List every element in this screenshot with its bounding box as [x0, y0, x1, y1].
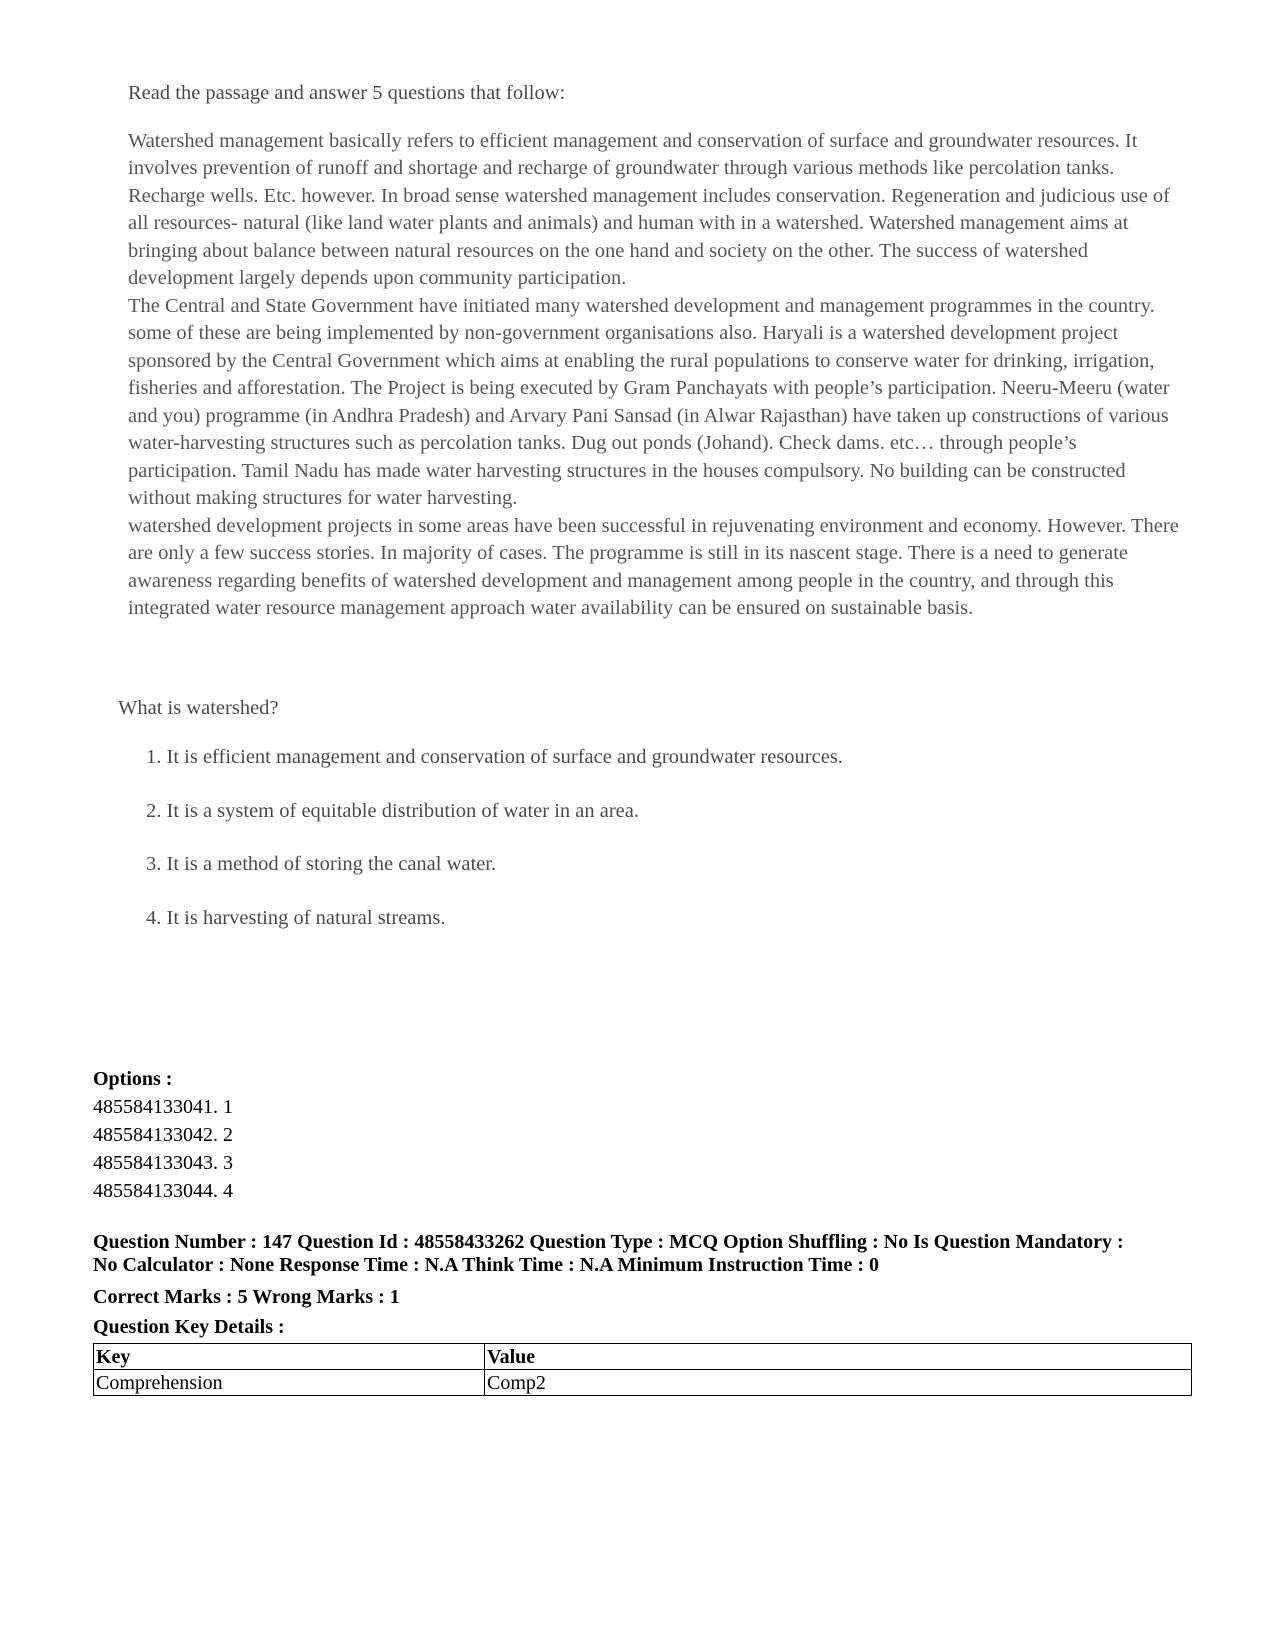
- key-details-table: [93, 1343, 1192, 1396]
- question-choice: 4. It is harvesting of natural streams.: [146, 906, 446, 929]
- question-choice: 3. It is a method of storing the canal water.: [146, 853, 497, 875]
- passage-paragraph: The Central and State Government have initiated many watershed development and management programmes in the country. some of these are being implemented by non-government organisations also. Haryali is a watershed development project sponsored by the Central Government which aims at enabling the rural populations to conserve water for drinking, irrigation, fisheries and afforestation. The Project is being executed by Gram Panchayats with people’s participation. Neeru-Meeru (water and you) programme (in Andhra Pradesh) and Arvary Pani Sansad (in Alwar Rajasthan) have taken up constructions of various water-harvesting structures such as percolation tanks. Dug out ponds (Johand). Check dams. etc… through people’s participation. Tamil Nadu has made water harvesting structures in the houses compulsory. No building can be constructed without making structures for water harvesting.: [128, 294, 1170, 509]
- key-details-heading: Question Key Details :: [93, 1316, 285, 1338]
- passage: [118, 128, 1188, 623]
- table-row: [94, 1370, 1192, 1396]
- option-id-line: 485584133044. 4: [93, 1180, 233, 1202]
- marks-line: Correct Marks : 5 Wrong Marks : 1: [93, 1286, 400, 1308]
- option-id-line: 485584133042. 2: [93, 1124, 233, 1146]
- passage-paragraph: watershed development projects in some areas have been successful in rejuvenating environment and economy. However. There are only a few success stories. In majority of cases. The programme is still in its nascent stage. There is a need to generate awareness regarding benefits of watershed development and management among people in the country, and through this integrated water resource management approach water availability can be ensured on sustainable basis.: [128, 514, 1179, 619]
- table-cell-key: Comprehension: [94, 1370, 485, 1396]
- table-header-row: [94, 1344, 1192, 1370]
- option-id-line: 485584133043. 3: [93, 1152, 233, 1174]
- table-cell-value: Comp2: [485, 1370, 1192, 1396]
- question-info: [93, 1231, 1193, 1277]
- question-metadata: [93, 1065, 1193, 1396]
- options-heading: Options :: [93, 1068, 173, 1090]
- question-choice: 1. It is efficient management and conservation of surface and groundwater resources.: [146, 746, 843, 768]
- table-header-value: Value: [485, 1344, 1192, 1370]
- scanned-question-image: [118, 80, 1188, 958]
- question-info-line: No Calculator : None Response Time : N.A Think Time : N.A Minimum Instruction Time : 0: [93, 1254, 879, 1276]
- option-id-line: 485584133041. 1: [93, 1096, 233, 1118]
- table-header-key: Key: [94, 1344, 485, 1370]
- passage-paragraph: Watershed management basically refers to efficient management and conservation of surface and groundwater resources. It involves prevention of runoff and shortage and recharge of groundwater through various methods like percolation tanks. Recharge wells. Etc. however. In broad sense watershed management includes conservation. Regeneration and judicious use of all resources- natural (like land water plants and animals) and human with in a watershed. Watershed management aims at bringing about balance between natural resources on the one hand and society on the other. The success of watershed development largely depends upon community participation.: [128, 129, 1170, 289]
- question-info-line: Question Number : 147 Question Id : 48558433262 Question Type : MCQ Option Shuffling : No Is Question Mandatory :: [93, 1231, 1124, 1253]
- question-text: What is watershed?: [118, 696, 279, 719]
- passage-intro: Read the passage and answer 5 questions that follow:: [128, 82, 566, 104]
- question-choice: 2. It is a system of equitable distribution of water in an area.: [146, 799, 640, 822]
